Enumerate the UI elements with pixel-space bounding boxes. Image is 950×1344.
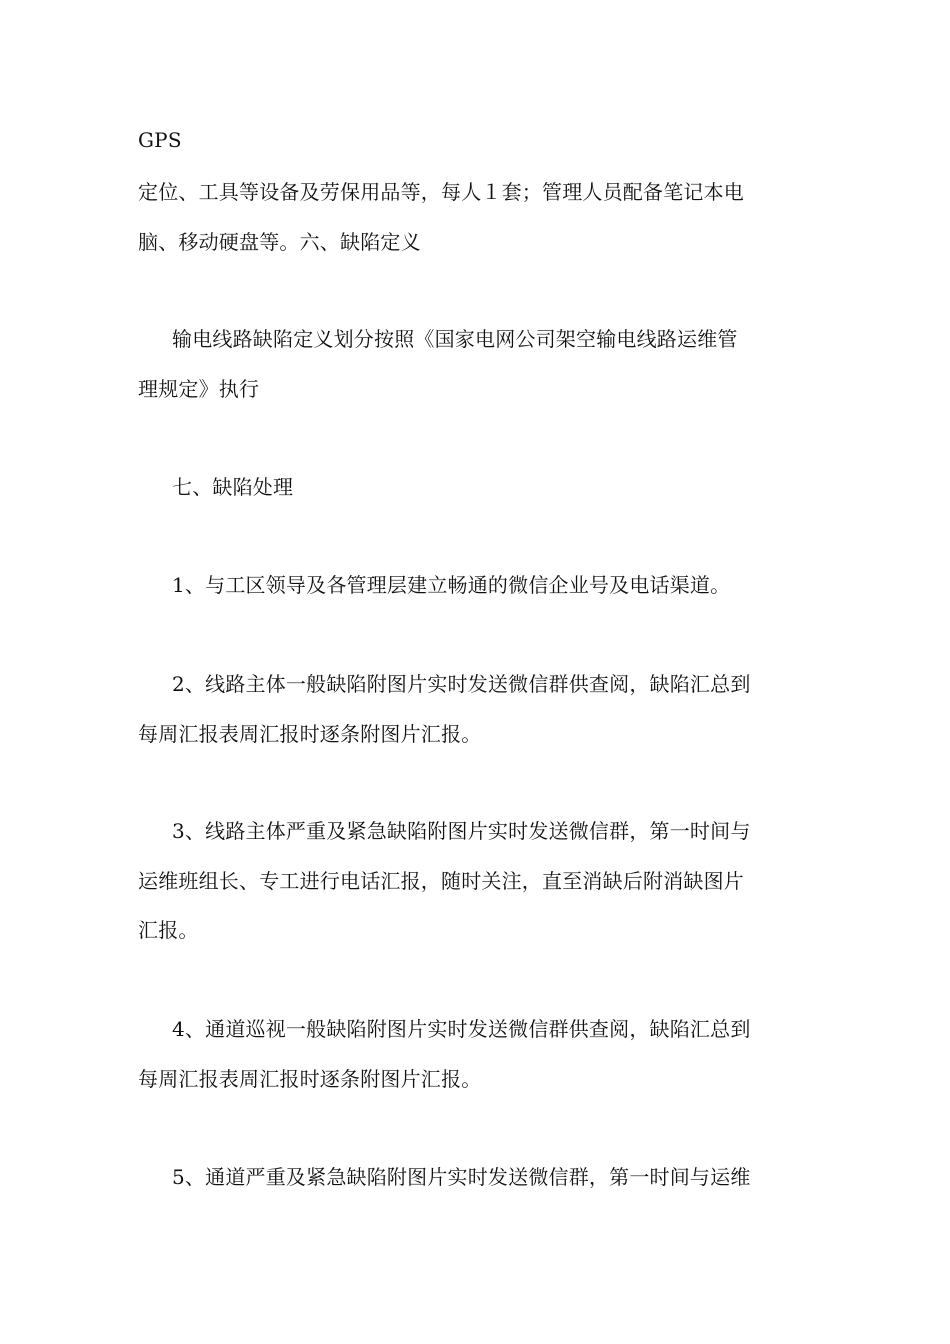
text-line: 3、线路主体严重及紧急缺陷附图片实时发送微信群，第一时间与 — [172, 819, 751, 843]
text-line: GPS — [138, 128, 182, 152]
text-line: 运维班组长、专工进行电话汇报，随时关注，直至消缺后附消缺图片 — [138, 869, 744, 893]
text-line: 每周汇报表周汇报时逐条附图片汇报。 — [138, 722, 482, 746]
text-line: 汇报。 — [138, 918, 199, 942]
text-line: 脑、移动硬盘等。六、缺陷定义 — [138, 230, 421, 254]
text-line: 每周汇报表周汇报时逐条附图片汇报。 — [138, 1067, 482, 1091]
section-heading: 七、缺陷处理 — [172, 475, 294, 499]
text-line: 输电线路缺陷定义划分按照《国家电网公司架空输电线路运维管 — [172, 327, 738, 351]
text-line: 5、通道严重及紧急缺陷附图片实时发送微信群，第一时间与运维 — [172, 1165, 751, 1189]
text-line: 2、线路主体一般缺陷附图片实时发送微信群供查阅，缺陷汇总到 — [172, 672, 751, 696]
text-line: 理规定》执行 — [138, 377, 260, 401]
text-line: 1、与工区领导及各管理层建立畅通的微信企业号及电话渠道。 — [172, 573, 731, 597]
text-line: 4、通道巡视一般缺陷附图片实时发送微信群供查阅，缺陷汇总到 — [172, 1017, 751, 1041]
text-line: 定位、工具等设备及劳保用品等，每人１套；管理人员配备笔记本电 — [138, 180, 744, 204]
